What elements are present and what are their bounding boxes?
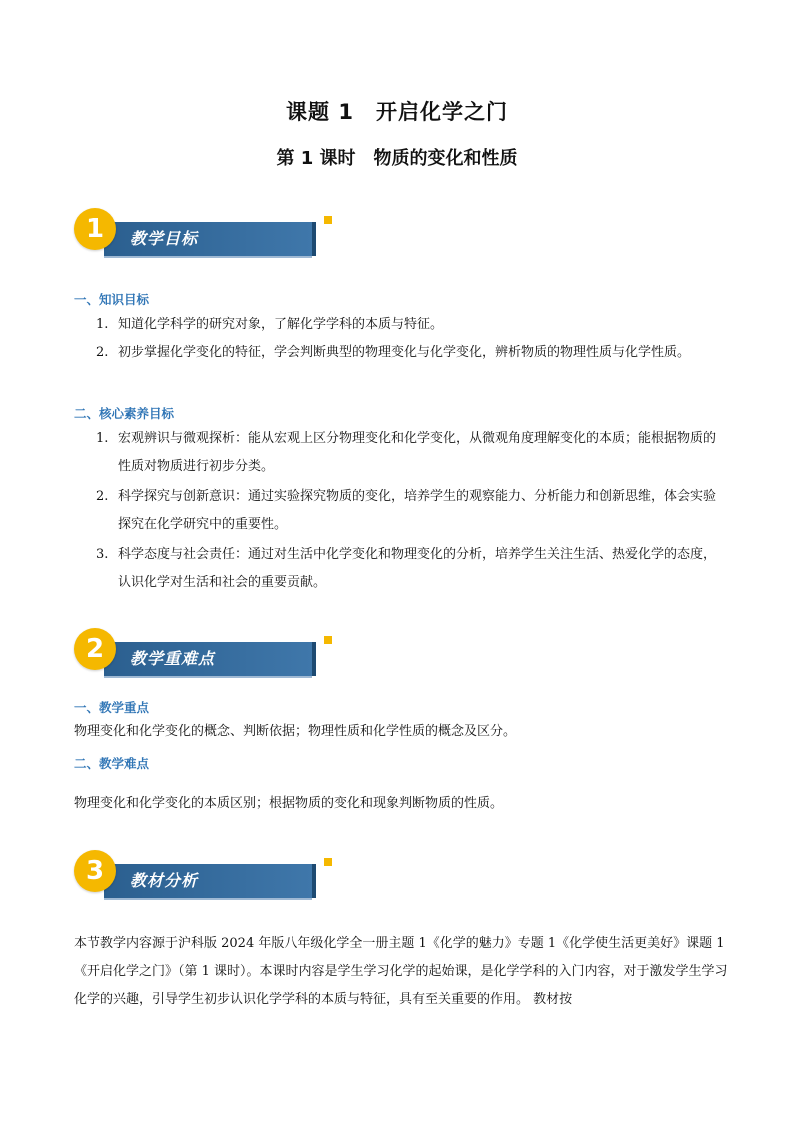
banner-square-icon [324,636,332,644]
banner-bar-end [312,222,316,256]
banner-bar-end [312,864,316,898]
page-subtitle: 第 1 课时 物质的变化和性质 [276,148,518,169]
banner-bar-end [312,642,316,676]
list-item-text: 科学探究与创新意识：通过实验探究物质的变化，培养学生的观察能力、分析能力和创新思维，体会实验探究在化学研究中的重要性。 [118,489,717,532]
list-item [96,311,726,339]
section-banner-objectives [74,206,274,266]
difficulty-text: 物理变化和化学变化的本质区别；根据物质的变化和现象判断物质的性质。 [74,796,504,811]
list-item [96,425,726,481]
list-item-text: 初步掌握化学变化的特征，学会判断典型的物理变化与化学变化，辨析物质的物理性质与化学性质。 [118,345,691,360]
section-number-badge: 2 [74,628,116,670]
banner-square-icon [324,216,332,224]
section-banner-material-analysis [74,848,274,908]
material-analysis-text: 本节教学内容源于沪科版 2024 年版八年级化学全一册主题 1《化学的魅力》专题 1《化学使生活更美好》课题 1《开启化学之门》（第 1 课时）。本课时内容是学生学习化学的起始课，是化学学科的入门内容，对于激发学生学习化学的兴趣，引导学生初步认识化学学科的本质与特征，具有至关重要的作用。 教材按 [74,936,728,1007]
core-literacy-heading: 二、核心素养目标 [74,406,175,421]
list-item-text: 科学态度与社会责任：通过对生活中化学变化和物理变化的分析，培养学生关注生活、热爱化学的态度，认识化学对生活和社会的重要贡献。 [118,547,717,590]
list-item-number: 1. [96,431,109,446]
list-item [96,483,726,539]
section-banner-key-points [74,626,274,686]
section-label: 教学重难点 [130,649,216,668]
list-item-number: 2. [96,345,109,360]
key-point-heading: 一、教学重点 [74,700,150,715]
list-item-number: 1. [96,317,109,332]
difficulty-heading: 二、教学难点 [74,756,150,771]
list-item [96,339,726,367]
key-point-text: 物理变化和化学变化的概念、判断依据；物理性质和化学性质的概念及区分。 [74,724,517,739]
list-item-number: 3. [96,547,109,562]
section-number-badge: 1 [74,208,116,250]
list-item-number: 2. [96,489,109,504]
page-title: 课题 1 开启化学之门 [286,100,508,124]
banner-square-icon [324,858,332,866]
section-number-badge: 3 [74,850,116,892]
section-label: 教学目标 [130,229,199,248]
list-item-text: 知道化学科学的研究对象，了解化学学科的本质与特征。 [118,317,444,332]
list-item-text: 宏观辨识与微观探析：能从宏观上区分物理变化和化学变化，从微观角度理解变化的本质；能根据物质的性质对物质进行初步分类。 [118,431,717,474]
knowledge-goals-heading: 一、知识目标 [74,292,150,307]
section-label: 教材分析 [130,871,199,890]
list-item [96,541,726,597]
